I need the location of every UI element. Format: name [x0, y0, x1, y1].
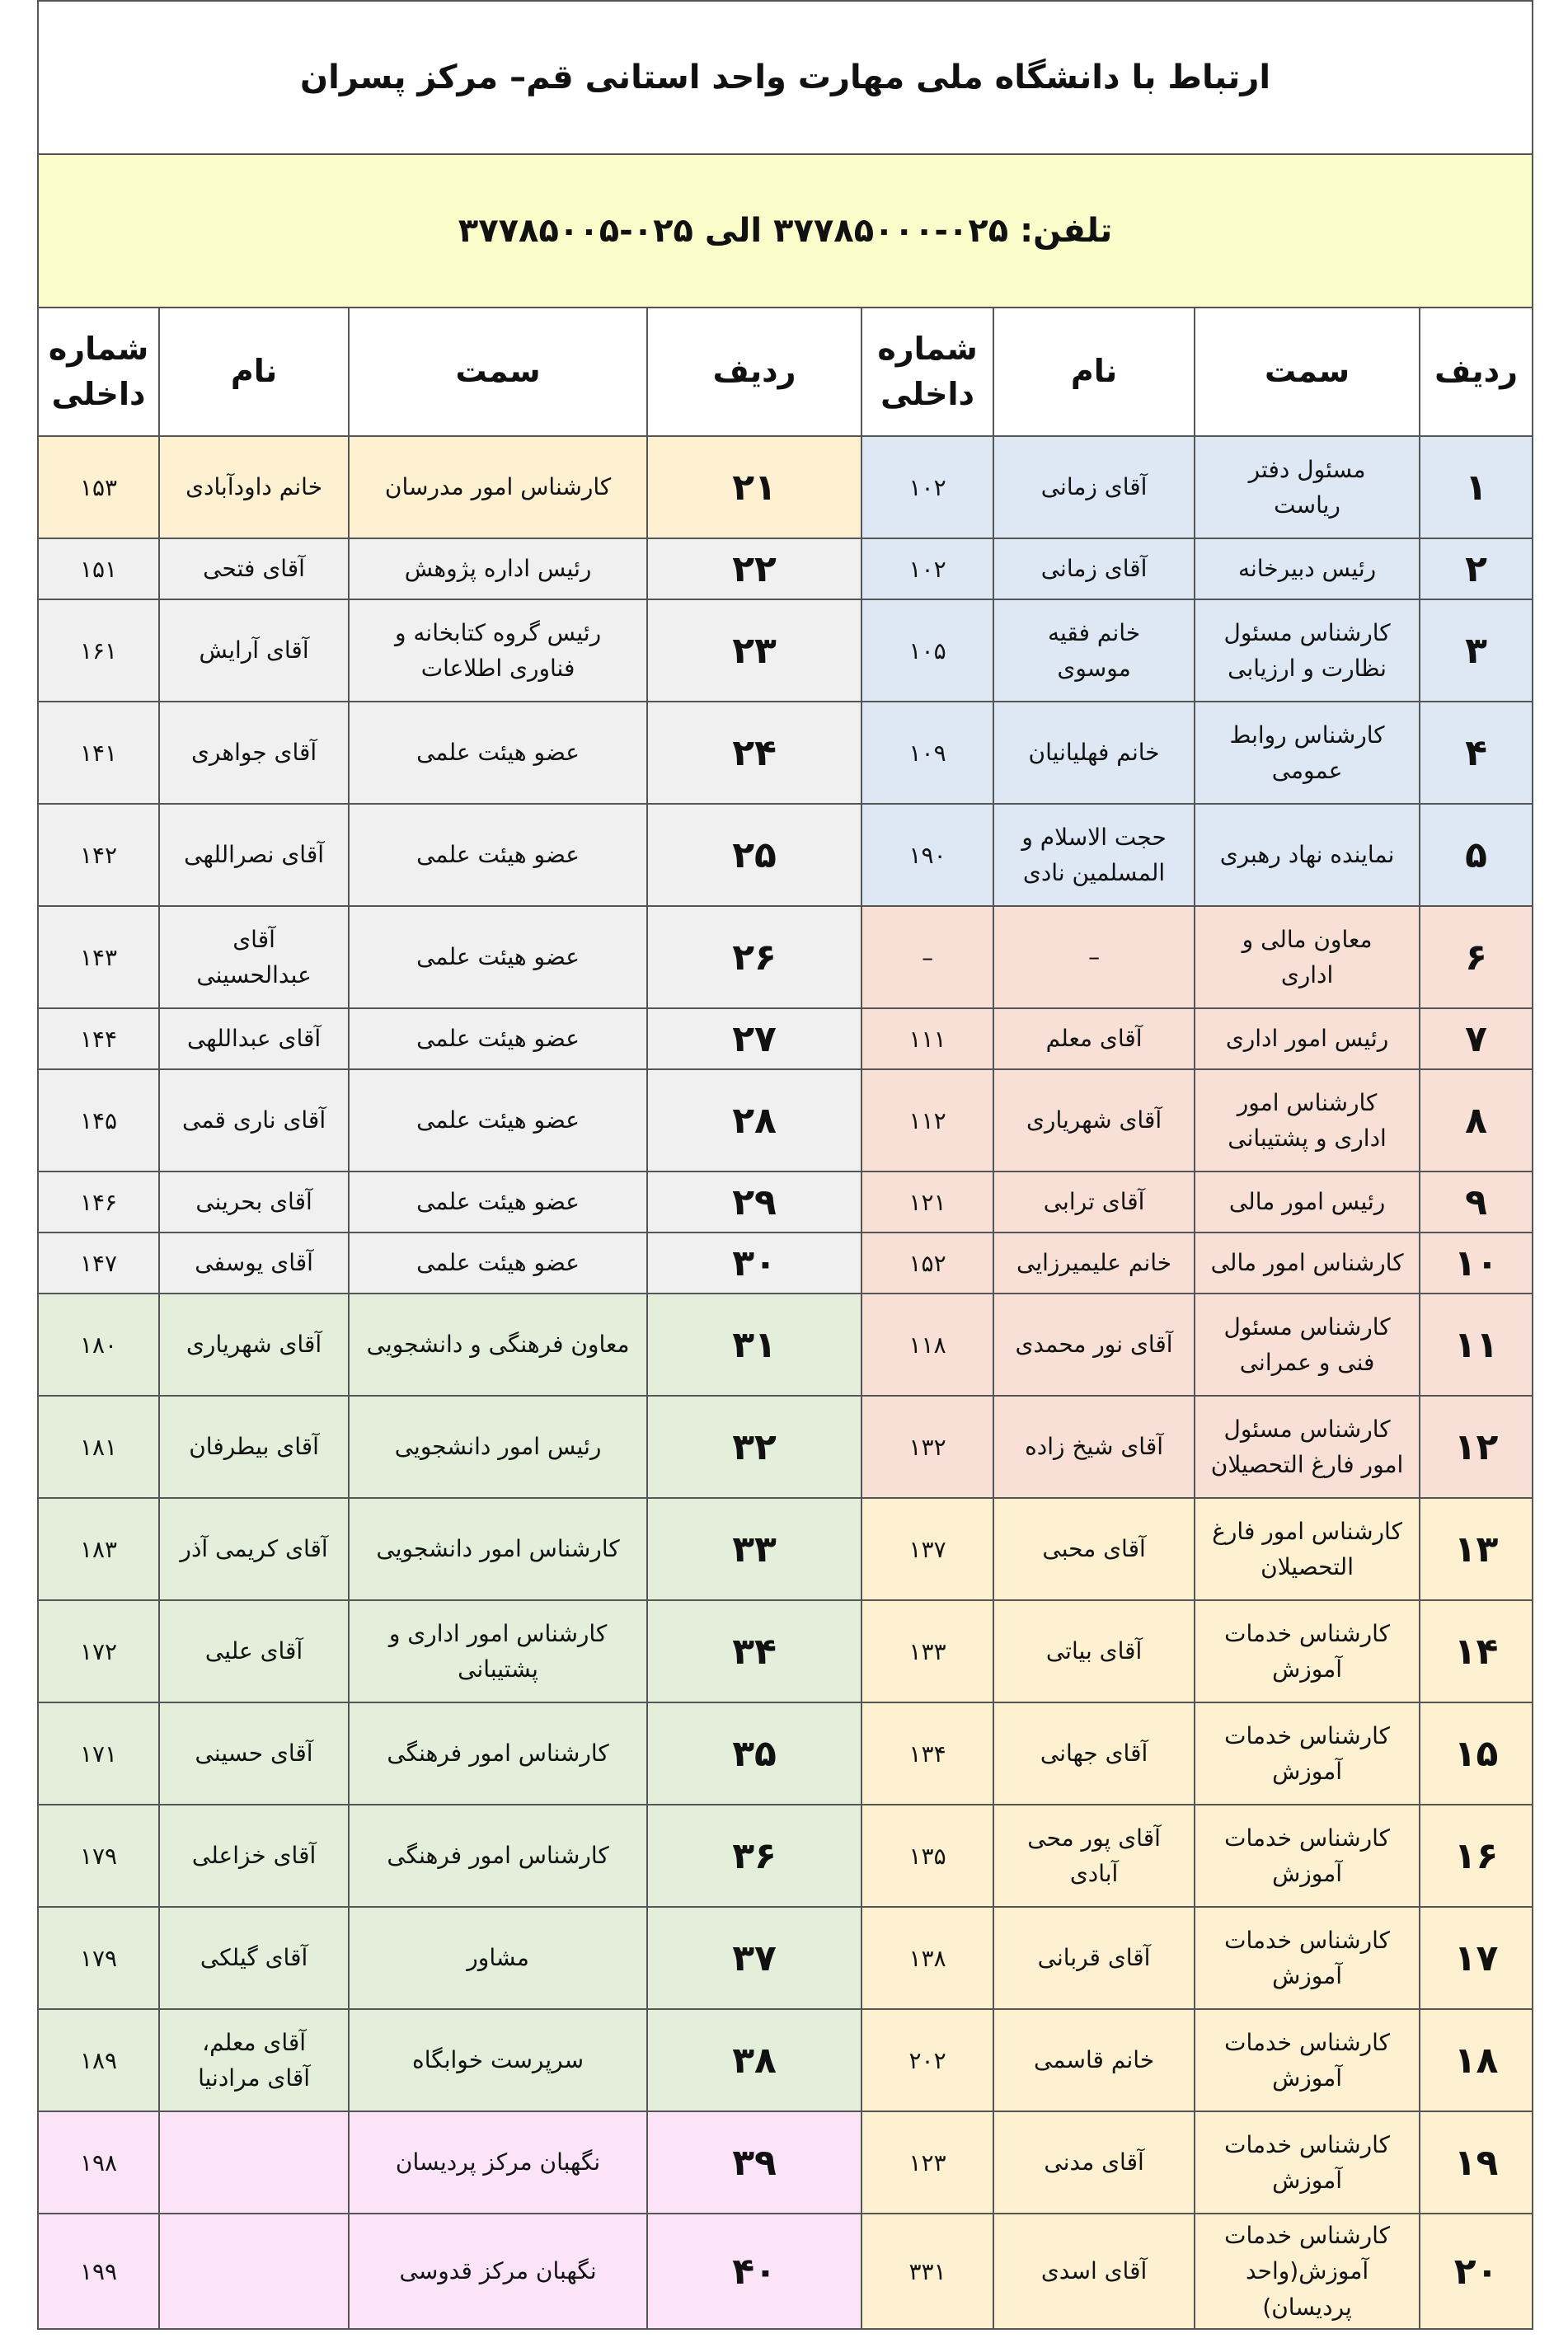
person-name-line: آقای شیخ زاده [1025, 1433, 1163, 1461]
position-line: فناوری اطلاعات [420, 655, 575, 682]
extension-cell: ۱۵۳ [38, 436, 159, 538]
row-number-cell: ۵ [1420, 804, 1533, 906]
position-cell [349, 1702, 647, 1805]
person-name-cell [159, 1805, 349, 1907]
row-number-cell: ۲۹ [647, 1172, 861, 1233]
position-line: ریاست [1274, 491, 1340, 519]
person-name-cell [993, 2214, 1195, 2329]
header-extension-left: شماره داخلی [38, 308, 159, 436]
position-cell [349, 2009, 647, 2111]
position-cell [1195, 538, 1420, 599]
position-cell [1195, 1396, 1420, 1498]
position-cell [349, 436, 647, 538]
position-line: کارشناس امور فرهنگی [387, 1842, 609, 1870]
person-name-line: آقای یوسفی [195, 1249, 313, 1277]
person-name-cell [993, 1805, 1195, 1907]
table-row [38, 2009, 1533, 2111]
person-name-cell [159, 702, 349, 804]
person-name-cell [159, 1294, 349, 1396]
position-cell [1195, 2214, 1420, 2329]
person-name-line: آقای کریمی آذر [180, 1535, 328, 1563]
person-name-line: آبادی [1069, 1860, 1119, 1887]
position-line: عضو هیئت علمی [416, 1106, 580, 1134]
position-cell [349, 1294, 647, 1396]
row-number-cell: ۴ [1420, 702, 1533, 804]
extension-cell: ۱۷۲ [38, 1600, 159, 1702]
person-name-line: آقای قربانی [1037, 1944, 1151, 1972]
row-number-cell: ۱۲ [1420, 1396, 1533, 1498]
position-line: سرپرست خوابگاه [412, 2046, 584, 2074]
person-name-cell [159, 2111, 349, 2214]
position-cell [1195, 1008, 1420, 1069]
phone-row [38, 154, 1533, 308]
row-number-cell: ۲۱ [647, 436, 861, 538]
position-line: کارشناس خدمات [1224, 2130, 1390, 2158]
row-number-cell: ۳۳ [647, 1498, 861, 1600]
position-line: مشاور [467, 1944, 529, 1972]
person-name-cell [159, 804, 349, 906]
row-number-cell: ۶ [1420, 906, 1533, 1008]
person-name-line: خانم فقیه [1047, 618, 1141, 646]
header-name-right: نام [993, 308, 1195, 436]
extension-cell: ۱۴۷ [38, 1233, 159, 1294]
person-name-cell [993, 1702, 1195, 1805]
position-cell [349, 2214, 647, 2329]
person-name-cell [159, 1702, 349, 1805]
position-line: رئیس دبیرخانه [1237, 555, 1377, 583]
person-name-line: حجت الاسلام و [1021, 823, 1167, 851]
position-line: کارشناس امور دانشجویی [376, 1535, 620, 1563]
extension-cell: ۱۴۵ [38, 1069, 159, 1172]
person-name-cell [159, 1233, 349, 1294]
person-name-line: آقای مدنی [1044, 2148, 1144, 2176]
extension-cell: ۱۲۱ [861, 1172, 993, 1233]
position-cell [1195, 906, 1420, 1008]
person-name-line: آقای اسدی [1040, 2257, 1148, 2285]
person-name-cell [993, 1396, 1195, 1498]
position-line: نگهبان مرکز پردیسان [395, 2148, 601, 2176]
position-cell [349, 1172, 647, 1233]
table-row [38, 906, 1533, 1008]
person-name-line: آقای بحرینی [195, 1188, 312, 1216]
title-row [38, 1, 1533, 154]
position-cell [349, 906, 647, 1008]
extension-cell: ۱۵۱ [38, 538, 159, 599]
person-name-line: آقای معلم، [202, 2028, 307, 2056]
position-line: پشتیبانی [458, 1655, 538, 1683]
extension-cell: ۱۶۱ [38, 599, 159, 702]
position-line: کارشناس امور اداری و [388, 1619, 608, 1647]
extension-cell: ۱۰۲ [861, 436, 993, 538]
row-number-cell: ۴۰ [647, 2214, 861, 2329]
person-name-line: خانم علیمیرزایی [1016, 1249, 1172, 1277]
row-number-cell: ۲۲ [647, 538, 861, 599]
row-number-cell: ۲۵ [647, 804, 861, 906]
table-row [38, 1172, 1533, 1233]
person-name-cell [159, 599, 349, 702]
row-number-cell: ۲۴ [647, 702, 861, 804]
position-cell [1195, 1498, 1420, 1600]
position-cell [349, 1069, 647, 1172]
position-line: اداری [1280, 961, 1334, 988]
extension-cell: ۱۴۶ [38, 1172, 159, 1233]
position-line: آموزش(واحد پردیسان) [1245, 2257, 1369, 2321]
row-number-cell: ۱۸ [1420, 2009, 1533, 2111]
person-name-line: آقای معلم [1045, 1025, 1143, 1053]
table-row [38, 1396, 1533, 1498]
table-row [38, 702, 1533, 804]
extension-cell: ۱۵۲ [861, 1233, 993, 1294]
extension-cell: ۱۳۴ [861, 1702, 993, 1805]
extension-cell: ۱۴۲ [38, 804, 159, 906]
header-row-number-right: ردیف [1420, 308, 1533, 436]
position-cell [349, 1396, 647, 1498]
person-name-line: آقای علیی [204, 1637, 303, 1665]
row-number-cell: ۲ [1420, 538, 1533, 599]
position-cell [1195, 1600, 1420, 1702]
row-number-cell: ۸ [1420, 1069, 1533, 1172]
position-line: التحصیلان [1261, 1553, 1354, 1580]
position-line: کارشناس خدمات [1224, 1824, 1390, 1852]
table-row [38, 1600, 1533, 1702]
extension-cell: ۱۱۱ [861, 1008, 993, 1069]
person-name-line: آقای شهریاری [186, 1331, 322, 1359]
position-line: کارشناس امور فارغ [1212, 1517, 1402, 1545]
person-name-cell [159, 2009, 349, 2111]
extension-cell: ۱۳۷ [861, 1498, 993, 1600]
person-name-line: آقای نصراللهی [184, 841, 324, 869]
position-line: عضو هیئت علمی [416, 739, 580, 767]
row-number-cell: ۱۴ [1420, 1600, 1533, 1702]
person-name-line: آقای گیلکی [200, 1944, 308, 1972]
person-name-line: آقای شهریاری [1026, 1106, 1162, 1134]
extension-cell: ۱۷۹ [38, 1907, 159, 2009]
person-name-cell [993, 1600, 1195, 1702]
extension-cell: ۱۸۱ [38, 1396, 159, 1498]
extension-cell: ۱۳۲ [861, 1396, 993, 1498]
person-name-line: خانم قاسمی [1034, 2046, 1155, 2074]
position-line: امور فارغ التحصیلان [1210, 1451, 1404, 1478]
position-line: آموزش [1272, 2064, 1343, 2092]
row-number-cell: ۳۰ [647, 1233, 861, 1294]
row-number-cell: ۹ [1420, 1172, 1533, 1233]
row-number-cell: ۷ [1420, 1008, 1533, 1069]
position-cell [1195, 2009, 1420, 2111]
row-number-cell: ۱۵ [1420, 1702, 1533, 1805]
position-cell [1195, 1702, 1420, 1805]
position-line: اداری و پشتیبانی [1228, 1125, 1387, 1152]
position-line: عمومی [1271, 757, 1343, 784]
extension-cell: ۱۰۲ [861, 538, 993, 599]
extension-cell: ۱۹۸ [38, 2111, 159, 2214]
directory-table [37, 0, 1533, 2330]
position-line: کارشناس مسئول [1223, 1312, 1391, 1341]
person-name-line: آقای آرایش [199, 636, 309, 664]
person-name-line: آقای جهانی [1040, 1740, 1148, 1768]
position-line: آموزش [1272, 1962, 1343, 1989]
position-line: کارشناس روابط [1229, 721, 1385, 749]
position-line: رئیس امور مالی [1228, 1188, 1386, 1216]
position-cell [349, 1498, 647, 1600]
person-name-line: آقای نور محمدی [1015, 1331, 1173, 1359]
person-name-cell [993, 2111, 1195, 2214]
person-name-cell [159, 1069, 349, 1172]
table-row [38, 2111, 1533, 2214]
table-row [38, 1498, 1533, 1600]
header-position-left: سمت [349, 308, 647, 436]
position-cell [1195, 1294, 1420, 1396]
position-cell [349, 804, 647, 906]
table-row [38, 1233, 1533, 1294]
person-name-cell [993, 599, 1195, 702]
position-line: کارشناس خدمات [1224, 2028, 1390, 2056]
person-name-line: موسوی [1057, 655, 1131, 682]
person-name-line: آقای بیاتی [1045, 1637, 1143, 1665]
position-line: مسئول دفتر [1248, 455, 1366, 483]
position-line: آموزش [1272, 1758, 1343, 1785]
position-line: عضو هیئت علمی [416, 1249, 580, 1277]
position-cell [349, 599, 647, 702]
position-line: کارشناس امور [1237, 1088, 1378, 1116]
position-line: رئیس اداره پژوهش [404, 555, 592, 583]
position-line: کارشناس امور فرهنگی [387, 1740, 609, 1768]
position-line: آموزش [1272, 1860, 1343, 1887]
person-name-cell [159, 1907, 349, 2009]
row-number-cell: ۱۱ [1420, 1294, 1533, 1396]
position-line: آموزش [1272, 2167, 1343, 2194]
person-name-line: آقای بیطرفان [189, 1433, 319, 1461]
extension-cell: ۱۳۵ [861, 1805, 993, 1907]
row-number-cell: ۳۷ [647, 1907, 861, 2009]
header-position-right: سمت [1195, 308, 1420, 436]
position-line: کارشناس خدمات [1224, 2222, 1390, 2249]
position-line: عضو هیئت علمی [416, 1025, 580, 1053]
person-name-cell [993, 702, 1195, 804]
extension-cell: ۱۷۱ [38, 1702, 159, 1805]
person-name-cell [159, 2214, 349, 2329]
position-line: رئیس امور اداری [1225, 1025, 1389, 1053]
extension-cell: ۱۸۹ [38, 2009, 159, 2111]
person-name-line: آقای [232, 925, 275, 953]
position-cell [1195, 2111, 1420, 2214]
row-number-cell: ۳۲ [647, 1396, 861, 1498]
table-row [38, 1702, 1533, 1805]
position-line: کارشناس خدمات [1224, 1721, 1390, 1749]
extension-cell: – [861, 906, 993, 1008]
person-name-line: خانم داودآبادی [185, 473, 323, 501]
position-cell [1195, 1805, 1420, 1907]
table-row [38, 1805, 1533, 1907]
position-line: فنی و عمرانی [1239, 1349, 1375, 1376]
person-name-line: آقای مرادنیا [198, 2064, 311, 2092]
person-name-cell [993, 804, 1195, 906]
row-number-cell: ۲۳ [647, 599, 861, 702]
extension-cell: ۱۸۰ [38, 1294, 159, 1396]
person-name-cell [993, 1907, 1195, 2009]
person-name-cell [993, 538, 1195, 599]
position-cell [349, 1600, 647, 1702]
person-name-line: المسلمین نادی [1022, 859, 1166, 886]
row-number-cell: ۲۷ [647, 1008, 861, 1069]
position-line: رئیس گروه کتابخانه و [394, 618, 602, 646]
row-number-cell: ۱۷ [1420, 1907, 1533, 2009]
person-name-line: آقای عبداللهی [186, 1025, 322, 1053]
person-name-line: آقای ترابی [1043, 1188, 1145, 1216]
person-name-line: عبدالحسینی [196, 961, 312, 988]
position-cell [349, 1008, 647, 1069]
position-line: کارشناس امور مدرسان [384, 473, 612, 501]
extension-cell: ۱۹۹ [38, 2214, 159, 2329]
row-number-cell: ۱۹ [1420, 2111, 1533, 2214]
position-line: کارشناس خدمات [1224, 1619, 1390, 1647]
table-row [38, 1294, 1533, 1396]
phone-numbers: تلفن: ۰۲۵-۳۷۷۸۵۰۰۰ الی ۰۲۵-۳۷۷۸۵۰۰۵ [38, 154, 1533, 308]
extension-cell: ۱۳۸ [861, 1907, 993, 2009]
person-name-line: آقای زمانی [1040, 473, 1148, 501]
page-title: ارتباط با دانشگاه ملی مهارت واحد استانی قم– مرکز پسران [38, 1, 1533, 154]
position-line: کارشناس مسئول [1223, 1415, 1391, 1443]
row-number-cell: ۳۹ [647, 2111, 861, 2214]
position-cell [1195, 702, 1420, 804]
position-line: نگهبان مرکز قدوسی [399, 2257, 597, 2285]
extension-cell: ۱۱۸ [861, 1294, 993, 1396]
row-number-cell: ۱ [1420, 436, 1533, 538]
row-number-cell: ۲۶ [647, 906, 861, 1008]
extension-cell: ۳۳۱ [861, 2214, 993, 2329]
position-cell [1195, 804, 1420, 906]
position-line: معاون فرهنگی و دانشجویی [366, 1331, 630, 1359]
contact-directory [37, 0, 1532, 2330]
person-name-line: خانم فهلیانیان [1028, 739, 1160, 767]
extension-cell: ۱۸۳ [38, 1498, 159, 1600]
header-row [38, 308, 1533, 436]
person-name-cell [159, 906, 349, 1008]
row-number-cell: ۳ [1420, 599, 1533, 702]
position-cell [1195, 1069, 1420, 1172]
extension-cell: ۲۰۲ [861, 2009, 993, 2111]
position-cell [349, 2111, 647, 2214]
person-name-line: آقای محبی [1042, 1535, 1146, 1563]
header-row-number-left: ردیف [647, 308, 861, 436]
person-name-line: آقای جواهری [190, 739, 317, 767]
position-line: نظارت و ارزیابی [1228, 655, 1387, 682]
row-number-cell: ۲۸ [647, 1069, 861, 1172]
table-row [38, 1907, 1533, 2009]
person-name-cell [159, 1600, 349, 1702]
row-number-cell: ۲۰ [1420, 2214, 1533, 2329]
row-number-cell: ۳۵ [647, 1702, 861, 1805]
position-cell [349, 702, 647, 804]
person-name-cell [993, 1172, 1195, 1233]
position-line: کارشناس امور مالی [1210, 1249, 1404, 1277]
extension-cell: ۱۰۹ [861, 702, 993, 804]
extension-cell: ۱۰۵ [861, 599, 993, 702]
position-cell [1195, 1172, 1420, 1233]
position-line: عضو هیئت علمی [416, 943, 580, 971]
person-name-line: آقای حسینی [195, 1740, 313, 1768]
table-row [38, 436, 1533, 538]
row-number-cell: ۳۱ [647, 1294, 861, 1396]
position-line: عضو هیئت علمی [416, 841, 580, 869]
person-name-cell [993, 436, 1195, 538]
position-line: نماینده نهاد رهبری [1219, 841, 1395, 869]
person-name-cell [159, 538, 349, 599]
extension-cell: ۱۳۳ [861, 1600, 993, 1702]
position-line: آموزش [1272, 1655, 1343, 1683]
position-line: عضو هیئت علمی [416, 1188, 580, 1216]
header-extension-right: شماره داخلی [861, 308, 993, 436]
extension-cell: ۱۴۴ [38, 1008, 159, 1069]
row-number-cell: ۱۰ [1420, 1233, 1533, 1294]
position-cell [1195, 1907, 1420, 2009]
table-row [38, 1069, 1533, 1172]
row-number-cell: ۱۶ [1420, 1805, 1533, 1907]
extension-cell: ۱۴۳ [38, 906, 159, 1008]
table-row [38, 599, 1533, 702]
position-cell [349, 1805, 647, 1907]
row-number-cell: ۳۶ [647, 1805, 861, 1907]
person-name-cell [993, 1294, 1195, 1396]
table-row [38, 804, 1533, 906]
position-cell [349, 1233, 647, 1294]
person-name-cell [993, 1498, 1195, 1600]
person-name-line: آقای فتحی [203, 555, 305, 583]
position-cell [1195, 436, 1420, 538]
person-name-cell [993, 906, 1195, 1008]
person-name-cell [159, 1498, 349, 1600]
person-name-line: – [1088, 943, 1101, 971]
person-name-cell [159, 1172, 349, 1233]
person-name-cell [993, 1008, 1195, 1069]
person-name-cell [159, 1008, 349, 1069]
position-cell [349, 1907, 647, 2009]
person-name-line: آقای زمانی [1040, 555, 1148, 583]
extension-cell: ۱۷۹ [38, 1805, 159, 1907]
header-name-left: نام [159, 308, 349, 436]
position-line: کارشناس مسئول [1223, 618, 1391, 646]
person-name-cell [993, 1069, 1195, 1172]
row-number-cell: ۱۳ [1420, 1498, 1533, 1600]
table-row [38, 2214, 1533, 2329]
extension-cell: ۱۹۰ [861, 804, 993, 906]
extension-cell: ۱۴۱ [38, 702, 159, 804]
extension-cell: ۱۱۲ [861, 1069, 993, 1172]
table-row [38, 1008, 1533, 1069]
position-cell [1195, 1233, 1420, 1294]
person-name-cell [993, 2009, 1195, 2111]
extension-cell: ۱۲۳ [861, 2111, 993, 2214]
person-name-line: آقای خزاعلی [191, 1842, 317, 1870]
row-number-cell: ۳۴ [647, 1600, 861, 1702]
person-name-line: آقای ناری قمی [182, 1106, 326, 1134]
person-name-cell [993, 1233, 1195, 1294]
position-line: معاون مالی و [1242, 925, 1373, 953]
position-line: کارشناس خدمات [1224, 1926, 1390, 1954]
person-name-cell [159, 436, 349, 538]
table-row [38, 538, 1533, 599]
position-cell [349, 538, 647, 599]
person-name-line: آقای پور محی [1027, 1824, 1161, 1852]
person-name-cell [159, 1396, 349, 1498]
position-line: رئیس امور دانشجویی [394, 1433, 602, 1461]
position-cell [1195, 599, 1420, 702]
row-number-cell: ۳۸ [647, 2009, 861, 2111]
